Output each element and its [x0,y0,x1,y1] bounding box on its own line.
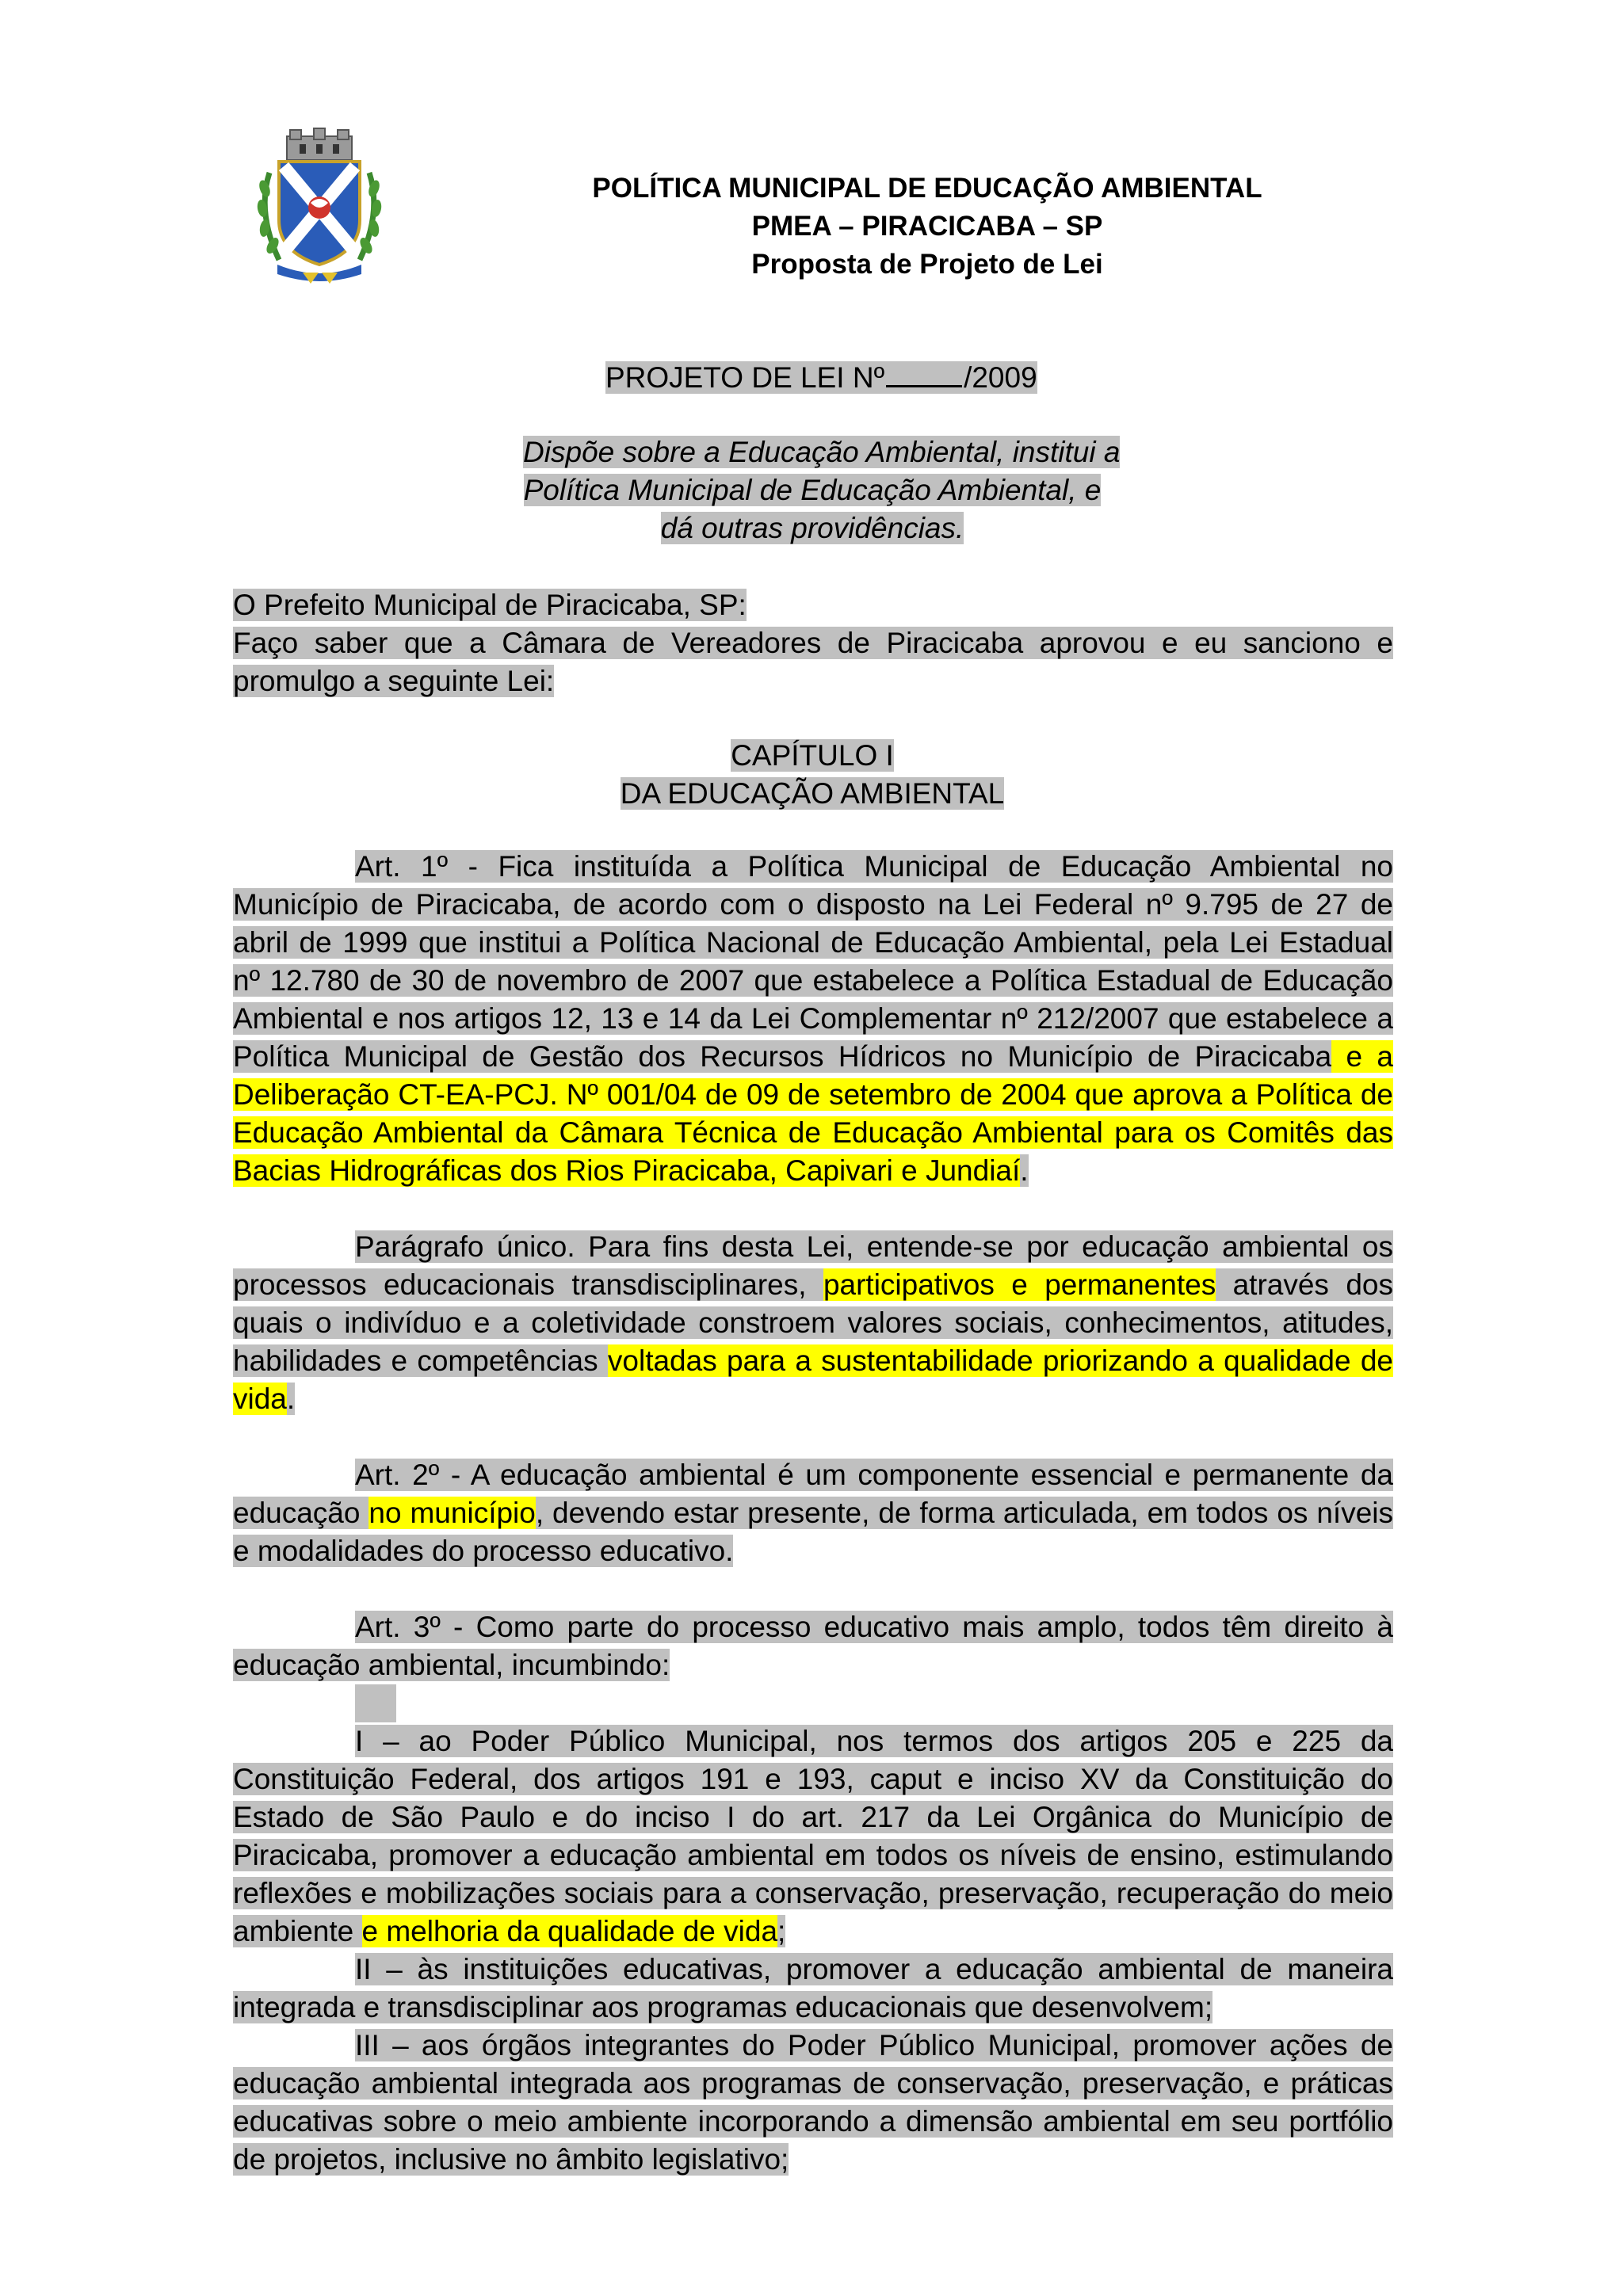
bill-number-blank [886,358,962,387]
inciso-1-end: ; [777,1915,786,1947]
chapter-heading [444,737,1181,813]
inciso-2 [233,1951,1393,2027]
piracicaba-coat-of-arms-logo [255,125,384,285]
highlight-gap [233,1684,1393,1722]
article-1-text: Art. 1º - Fica instituída a Política Municipal de Educação Ambiental no Município de Piracicaba, de acordo com o disposto na Lei Federal nº 9.795 de 27 de abril de 1999 que institui a Política Nacional de Educação Ambiental, pela Lei Estadual nº 12.780 de 30 de novembro de 2007 que estabelece a Política Estadual de Educação Ambiental e nos artigos 12, 13 e 14 da Lei Complementar nº 212/2007 que estabelece a Política Municipal de Gestão dos Recursos Hídricos no Município de Piracicaba [233,850,1393,1073]
enactment-text: Faço saber que a Câmara de Vereadores de Piracicaba aprovou e eu sanciono e promulgo a seguinte Lei: [233,627,1393,697]
article-1-end: . [1020,1154,1029,1187]
article-2-text: Art. 2º - A educação ambiental é um componente essencial e permanente da educação [233,1459,1393,1529]
bill-number-line [605,358,1037,397]
bill-summary-line: Política Municipal de Educação Ambiental, e [523,474,1102,506]
bill-summary [523,433,1121,547]
inciso-1-highlight: e melhoria da qualidade de vida [361,1915,778,1947]
inciso-1-text: I – ao Poder Público Municipal, nos termos dos artigos 205 e 225 da Constituição Federal, dos artigos 191 e 193, caput e inciso XV da Constituição do Estado de São Paulo e do inciso I do art. 217 da Lei Orgânica do Município de Piracicaba, promover a educação ambiental em todos os níveis de ensino, estimulando reflexões e mobilizações sociais para a conservação, preservação, recuperação do meio ambiente [233,1725,1393,1947]
chapter-title: CAPÍTULO I [731,739,894,772]
paragrafo-highlight: voltadas para a sustentabilidade priorizando a qualidade de vida [233,1344,1393,1415]
header-subtitle: PMEA – PIRACICABA – SP [751,211,1103,242]
bill-number-year: /2009 [964,361,1037,394]
inciso-3 [233,2027,1393,2179]
document-body [233,848,1393,2179]
article-3 [233,1608,1393,1684]
inciso-3-text: III – aos órgãos integrantes do Poder Público Municipal, promover ações de educação ambiental integrada aos programas de conservação, preservação, e práticas educativas sobre o meio ambiente incorporando a dimensão ambiental em seu portfólio de projetos, inclusive no âmbito legislativo; [233,2029,1393,2176]
paragrafo-text: Parágrafo único. Para fins desta Lei, entende-se por educação ambiental os processos educacionais transdisciplinares, [233,1230,1393,1301]
bill-summary-line: Dispõe sobre a Educação Ambiental, institui a [523,436,1121,468]
inciso-1 [233,1722,1393,1951]
paragrafo-unico [233,1228,1393,1418]
enactment-clause [233,586,1393,700]
article-1 [233,848,1393,1190]
article-2-highlight: no município [369,1497,536,1529]
header-title: POLÍTICA MUNICIPAL DE EDUCAÇÃO AMBIENTAL [592,173,1262,204]
bill-summary-line: dá outras providências. [660,512,964,544]
paragrafo-end: . [286,1383,296,1415]
chapter-subtitle: DA EDUCAÇÃO AMBIENTAL [620,777,1005,810]
article-3-text: Art. 3º - Como parte do processo educativo mais amplo, todos têm direito à educação ambiental, incumbindo: [233,1611,1393,1681]
article-2 [233,1456,1393,1570]
article-1-highlight: e a Deliberação CT-EA-PCJ. Nº 001/04 de 09 de setembro de 2004 que aprova a Política de Educação Ambiental da Câmara Técnica de Educação Ambiental para os Comitês das Bacias Hidrográficas dos Rios Piracicaba, Capivari e Jundiaí [233,1040,1393,1187]
document-header [444,170,1411,284]
article-2-text: , devendo estar presente, de forma articulada, em todos os níveis e modalidades do processo educativo. [233,1497,1393,1567]
paragrafo-text: através dos quais o indivíduo e a coletividade constroem valores sociais, conhecimentos, atitudes, habilidades e competências [233,1268,1393,1377]
bill-number-prefix: PROJETO DE LEI Nº [605,361,885,394]
header-caption: Proposta de Projeto de Lei [751,249,1103,280]
paragrafo-highlight: participativos e permanentes [823,1268,1216,1301]
mayor-line: O Prefeito Municipal de Piracicaba, SP: [233,589,747,621]
inciso-2-text: II – às instituições educativas, promover a educação ambiental de maneira integrada e transdisciplinar aos programas educacionais que desenvolvem; [233,1953,1393,2023]
